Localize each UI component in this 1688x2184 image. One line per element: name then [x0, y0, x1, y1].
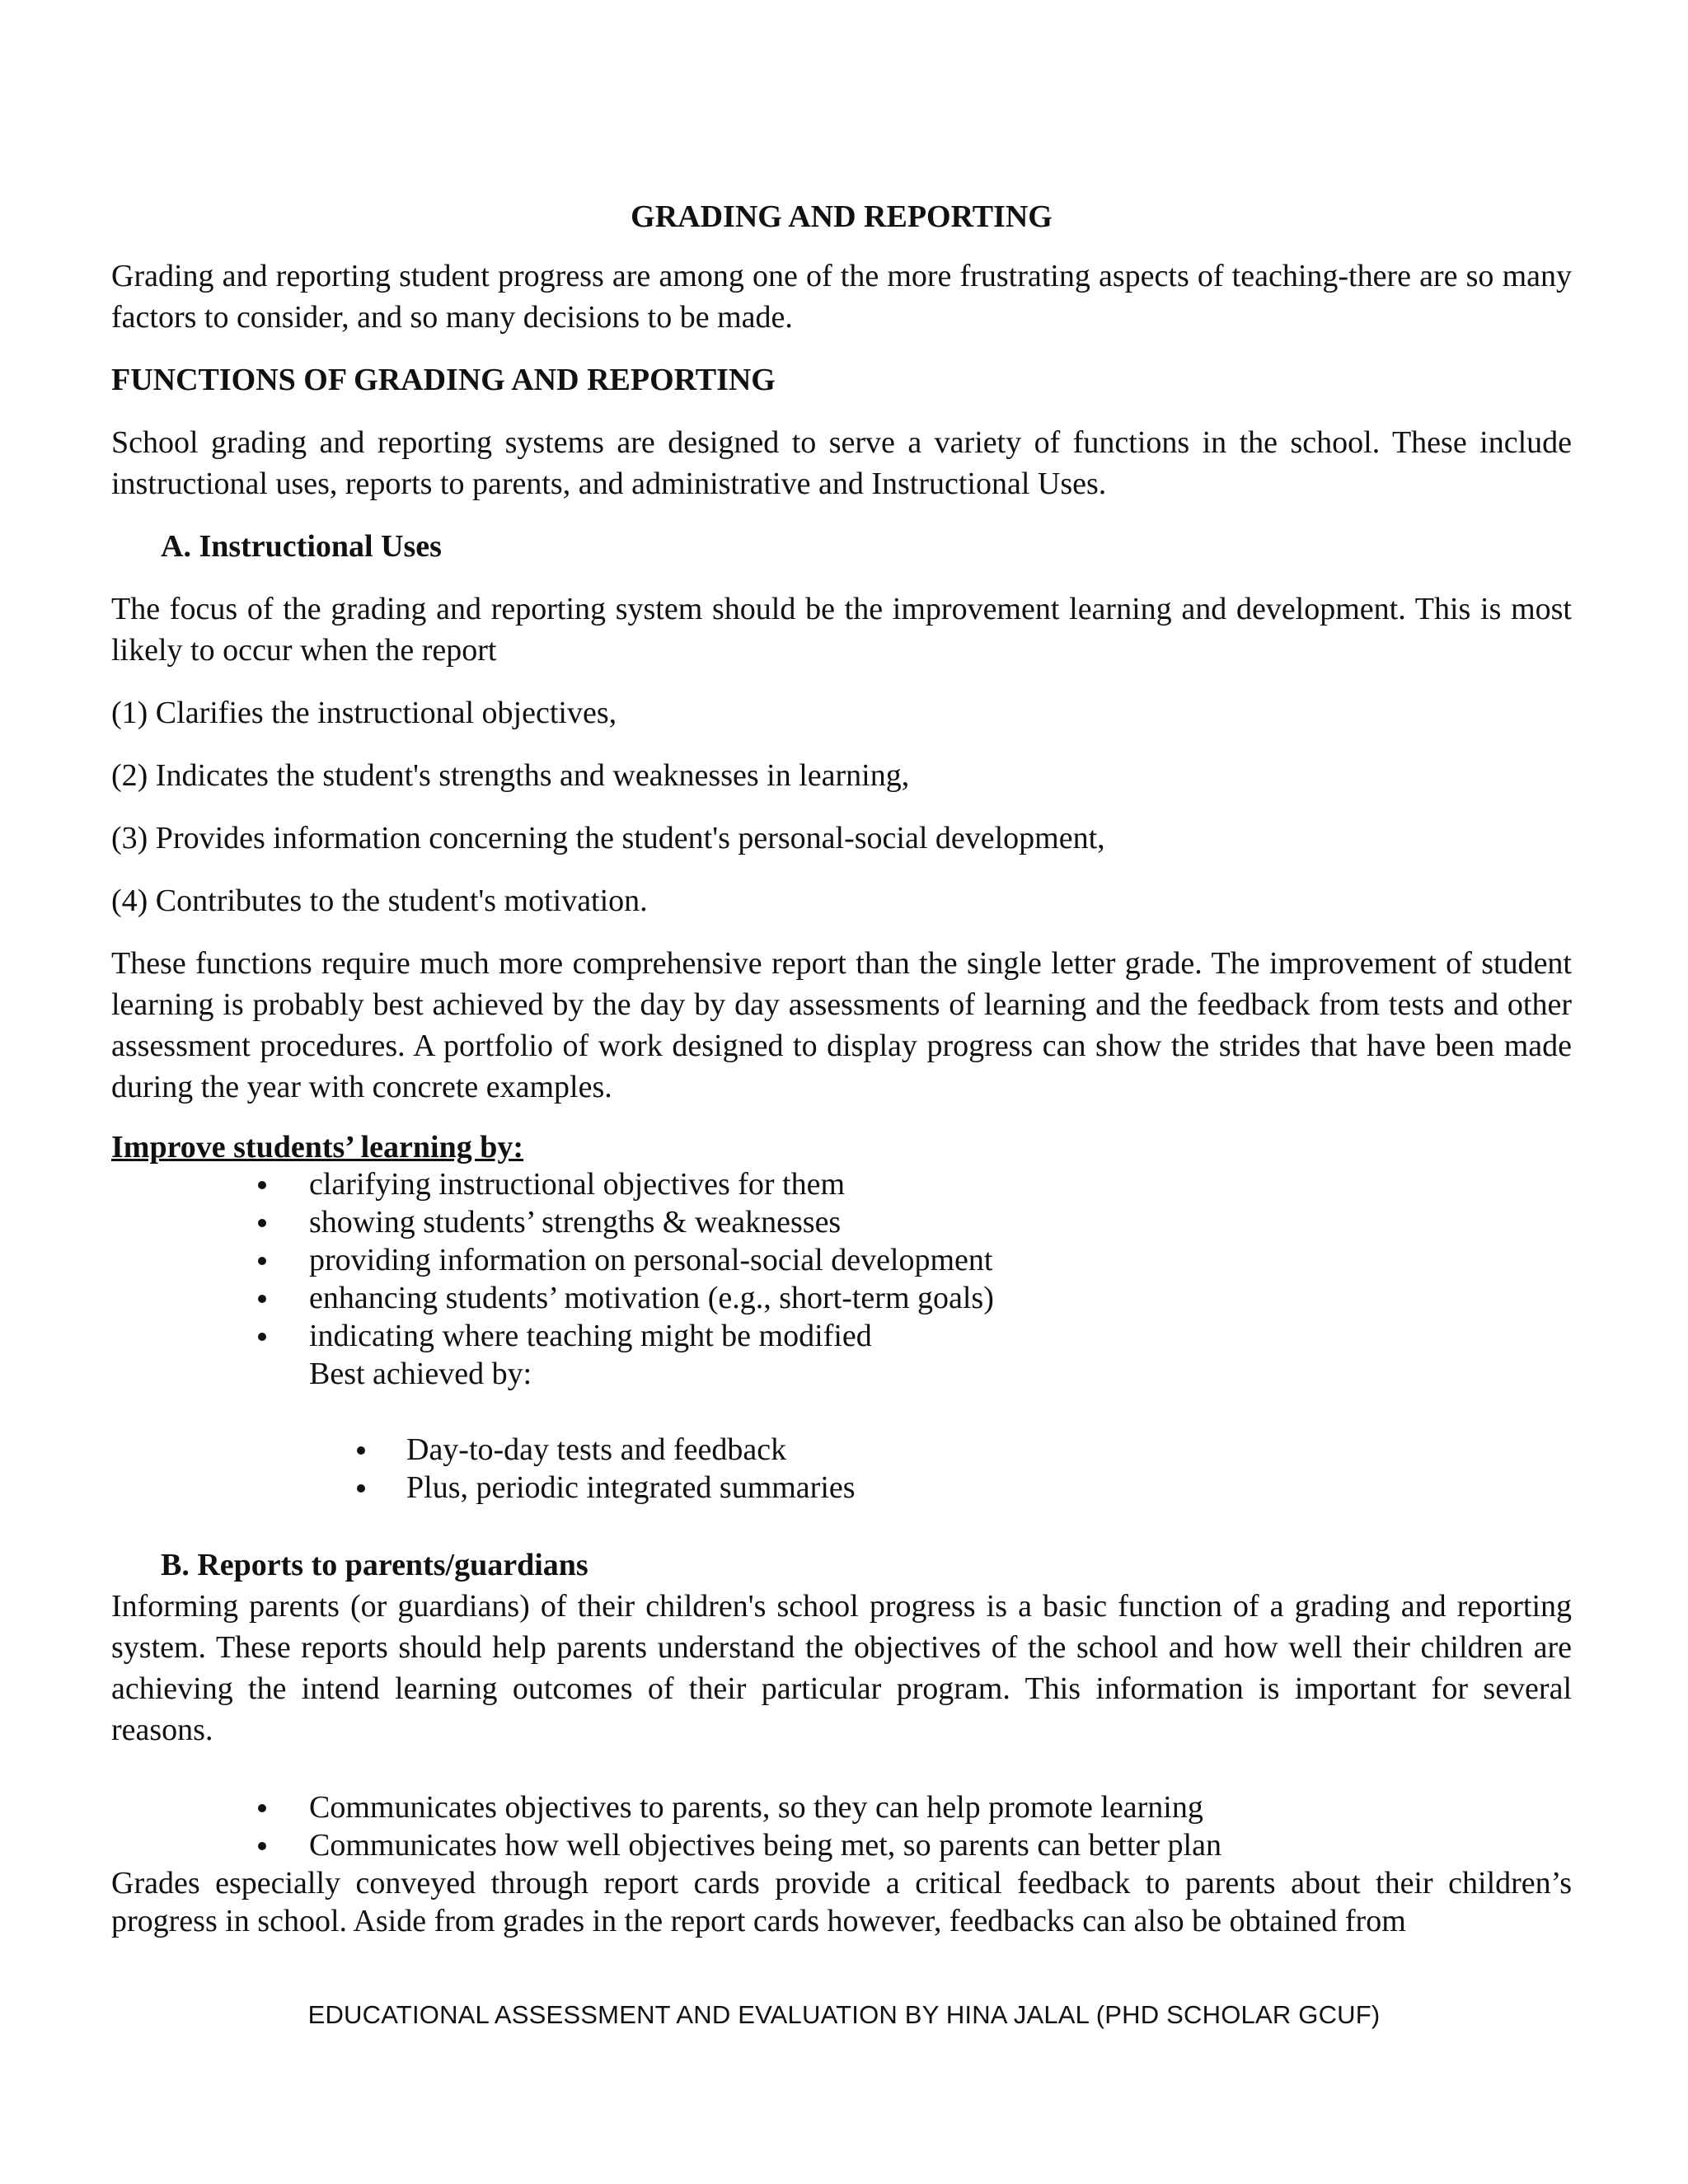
bullet-icon: [357, 1484, 365, 1493]
closing-paragraph: Grades especially conveyed through report cards provide a critical feedback to parents about their children’s progress in school. Aside from grades in the report cards however, feedbacks can also be obtained from: [111, 1866, 1572, 1938]
list-item: enhancing students’ motivation (e.g., short-term goals): [309, 1279, 1572, 1317]
bullet-icon: [258, 1842, 266, 1850]
parents-list: [309, 1788, 1572, 1864]
improve-heading: Improve students’ learning by:: [111, 1130, 524, 1165]
bullet-icon: [258, 1219, 266, 1227]
list-item: showing students’ strengths & weaknesses: [309, 1203, 1572, 1241]
improve-list: [309, 1165, 1572, 1355]
numbered-item-2: (2) Indicates the student's strengths and weaknesses in learning,: [111, 758, 910, 793]
section-a-functions-paragraph: These functions require much more comprehensive report than the single letter grade. The improvement of student learning is probably best achieved by the day by day assessments of learning and the feedback from tests and other assessment procedures. A portfolio of work designed to display progress can show the strides that have been made during the year with concrete examples.: [111, 946, 1572, 1104]
bullet-icon: [258, 1181, 266, 1189]
section-b-paragraph: Informing parents (or guardians) of their children's school progress is a basic function of a grading and reporting system. These reports should help parents understand the objectives of the school and how well their children are achieving the intend learning outcomes of their particular program. This information is important for several reasons.: [111, 1589, 1572, 1747]
list-item: providing information on personal-social development: [309, 1241, 1572, 1279]
spacer: [111, 1507, 1572, 1544]
bullet-icon: [258, 1295, 266, 1303]
page-title: GRADING AND REPORTING: [631, 199, 1053, 234]
numbered-item-4: (4) Contributes to the student's motivation.: [111, 883, 648, 918]
section-a-paragraph: The focus of the grading and reporting system should be the improvement learning and development. This is most likely to occur when the report: [111, 592, 1572, 668]
bullet-icon: [258, 1333, 266, 1341]
best-achieved-list: [406, 1431, 1572, 1507]
list-item: Plus, periodic integrated summaries: [406, 1469, 1572, 1507]
functions-paragraph: School grading and reporting systems are designed to serve a variety of functions in the school. These include instructional uses, reports to parents, and administrative and Instructional Uses.: [111, 425, 1572, 501]
bullet-icon: [258, 1257, 266, 1265]
functions-heading: FUNCTIONS OF GRADING AND REPORTING: [111, 363, 776, 397]
list-item: indicating where teaching might be modified: [309, 1317, 1572, 1355]
list-item: Communicates objectives to parents, so they can help promote learning: [309, 1788, 1572, 1826]
section-b-heading: B. Reports to parents/guardians: [161, 1548, 588, 1582]
best-achieved-label: Best achieved by:: [309, 1357, 532, 1391]
numbered-item-1: (1) Clarifies the instructional objectives,: [111, 696, 617, 730]
bullet-icon: [357, 1446, 365, 1455]
intro-paragraph: Grading and reporting student progress are among one of the more frustrating aspects of teaching-there are so many factors to consider, and so many decisions to be made.: [111, 259, 1572, 335]
bullet-icon: [258, 1804, 266, 1812]
list-item: clarifying instructional objectives for them: [309, 1165, 1572, 1203]
list-item: Communicates how well objectives being met, so parents can better plan: [309, 1826, 1572, 1864]
section-a-heading: A. Instructional Uses: [161, 529, 442, 564]
numbered-item-3: (3) Provides information concerning the student's personal-social development,: [111, 821, 1105, 855]
document-body: [111, 196, 1572, 1940]
page-footer: EDUCATIONAL ASSESSMENT AND EVALUATION BY HINA JALAL (PHD SCHOLAR GCUF): [307, 2000, 1381, 2029]
list-item: Day-to-day tests and feedback: [406, 1431, 1572, 1469]
